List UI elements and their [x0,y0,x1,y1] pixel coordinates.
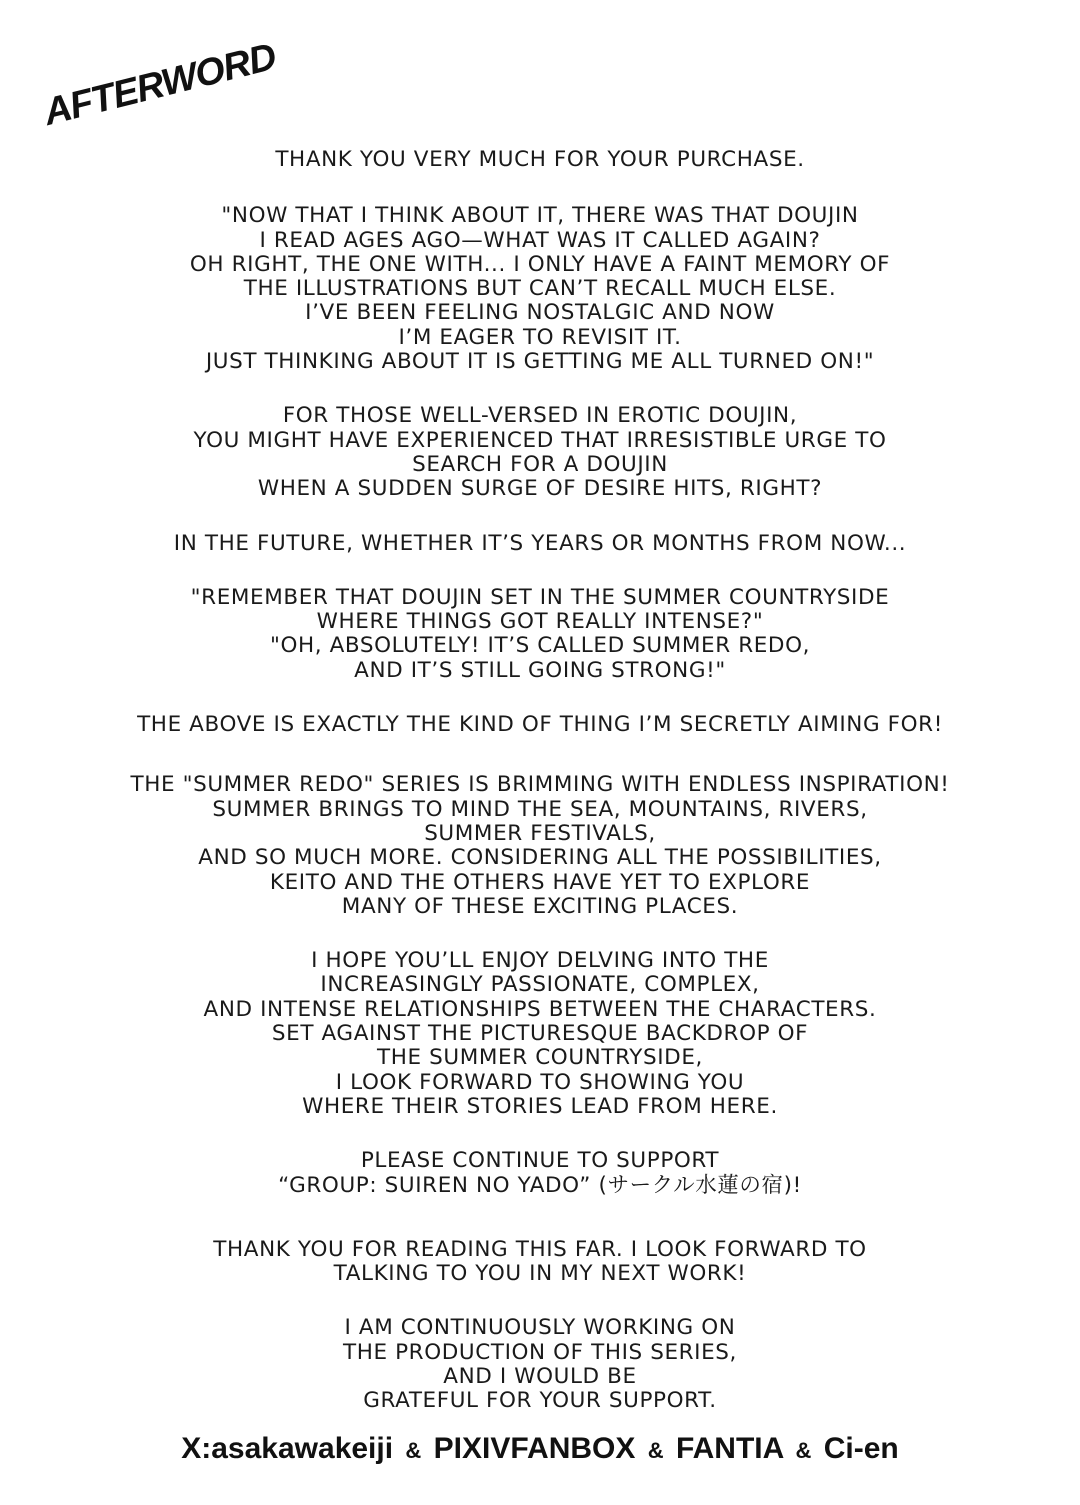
paragraph [40,949,1040,1119]
text-line: FOR THOSE WELL-VERSED IN EROTIC DOUJIN, [282,403,798,429]
afterword-body [40,148,1040,1414]
text-line: JUST THINKING ABOUT IT IS GETTING ME ALL TURNED ON!" [205,349,875,375]
text-line: SUMMER BRINGS TO MIND THE SEA, MOUNTAINS, RIVERS, [212,796,868,822]
fantia-label: FANTIA [675,1432,784,1465]
paragraph [40,713,1040,737]
text-line: “GROUP: SUIREN NO YADO” (サークル水蓮の宿)! [278,1172,802,1198]
text-line: KEITO AND THE OTHERS HAVE YET TO EXPLORE [269,869,811,895]
ampersand: & [647,1438,664,1463]
pixivfanbox-label: PIXIVFANBOX [433,1432,636,1465]
text-line: PLEASE CONTINUE TO SUPPORT [360,1148,720,1174]
text-line: "NOW THAT I THINK ABOUT IT, THERE WAS THAT DOUJIN [221,203,859,229]
ampersand: & [405,1438,422,1463]
paragraph [40,532,1040,556]
text-line: THANK YOU FOR READING THIS FAR. I LOOK FORWARD TO [213,1236,867,1262]
text-line: IN THE FUTURE, WHETHER IT’S YEARS OR MONTHS FROM NOW... [173,530,907,556]
text-line: THE "SUMMER REDO" SERIES IS BRIMMING WITH ENDLESS INSPIRATION! [130,772,950,798]
text-line: WHEN A SUDDEN SURGE OF DESIRE HITS, RIGHT? [257,476,823,502]
text-line: SUMMER FESTIVALS, [424,820,656,846]
text-line: WHERE THINGS GOT REALLY INTENSE?" [316,609,764,635]
text-line: THE SUMMER COUNTRYSIDE, [377,1045,703,1071]
text-line: MANY OF THESE EXCITING PLACES. [341,893,739,919]
text-line: "OH, ABSOLUTELY! IT’S CALLED SUMMER REDO, [269,633,811,659]
text-line: "REMEMBER THAT DOUJIN SET IN THE SUMMER COUNTRYSIDE [190,584,890,610]
text-line: SET AGAINST THE PICTURESQUE BACKDROP OF [271,1021,809,1047]
text-line: THANK YOU VERY MUCH FOR YOUR PURCHASE. [275,147,805,172]
text-line: OH RIGHT, THE ONE WITH... I ONLY HAVE A FAINT MEMORY OF [189,251,891,277]
page-title: AFTERWORD [39,35,280,135]
text-line: AND SO MUCH MORE. CONSIDERING ALL THE POSSIBILITIES, [198,845,882,871]
ampersand: & [795,1438,812,1463]
text-line: SEARCH FOR A DOUJIN [412,451,668,477]
text-line: INCREASINGLY PASSIONATE, COMPLEX, [320,972,760,998]
paragraph [40,204,1040,374]
text-line: AND IT’S STILL GOING STRONG!" [354,657,726,683]
paragraph [40,404,1040,501]
footer-links [0,1432,1080,1466]
paragraph [40,773,1040,919]
text-line: I HOPE YOU’LL ENJOY DELVING INTO THE [311,948,769,974]
paragraph [40,1149,1040,1198]
x-handle: X:asakawakeiji [181,1432,394,1465]
text-line: I LOOK FORWARD TO SHOWING YOU [335,1069,745,1095]
paragraph [40,148,1040,172]
text-line: YOU MIGHT HAVE EXPERIENCED THAT IRRESISTIBLE URGE TO [193,427,887,453]
paragraph [40,1316,1040,1413]
text-line: AND INTENSE RELATIONSHIPS BETWEEN THE CHARACTERS. [203,996,877,1022]
cien-label: Ci-en [823,1432,899,1465]
text-line: GRATEFUL FOR YOUR SUPPORT. [363,1388,717,1414]
text-line: AND I WOULD BE [443,1363,637,1389]
paragraph [40,1238,1040,1287]
paragraph [40,586,1040,683]
text-line: THE PRODUCTION OF THIS SERIES, [343,1339,737,1365]
text-line: THE ILLUSTRATIONS BUT CAN’T RECALL MUCH ELSE. [243,276,837,302]
text-line: THE ABOVE IS EXACTLY THE KIND OF THING I’M SECRETLY AIMING FOR! [137,712,943,738]
text-line: I’M EAGER TO REVISIT IT. [398,324,682,350]
text-line: I AM CONTINUOUSLY WORKING ON [344,1315,736,1341]
text-line: I’VE BEEN FEELING NOSTALGIC AND NOW [305,300,775,326]
text-line: WHERE THEIR STORIES LEAD FROM HERE. [302,1093,778,1119]
text-line: TALKING TO YOU IN MY NEXT WORK! [333,1261,747,1287]
text-line: I READ AGES AGO—WHAT WAS IT CALLED AGAIN? [259,227,821,253]
